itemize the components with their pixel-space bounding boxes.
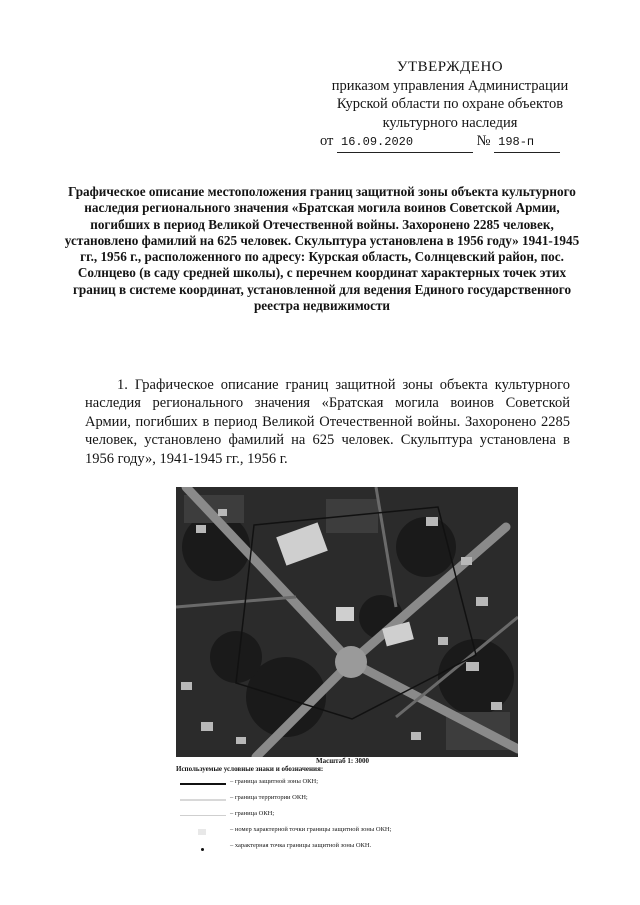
approval-line-3: культурного наследия — [382, 114, 518, 131]
legend-item — [180, 825, 440, 841]
approval-block — [300, 58, 600, 153]
map-legend — [180, 777, 440, 857]
legend-text: – характерная точка границы защитной зоны ОКН. — [230, 842, 372, 849]
order-line — [300, 132, 600, 153]
approval-line-2: Курской области по охране объектов — [336, 96, 564, 112]
legend-text: – номер характерной точки границы защитной зоны ОКН; — [230, 826, 392, 833]
legend-line-icon — [180, 815, 226, 816]
order-date: 16.09.2020 — [337, 133, 473, 153]
point-dot-icon — [201, 848, 204, 851]
document-title: Графическое описание местоположения границ защитной зоны объекта культурного наследия регионального значения «Братская могила воинов Советской Армии, погибших в период Великой Отечественной войны. Захоронено 2285 человек, установлено фамилий на 625 человек. Скульптура установлена в 1956 году» 1941-1945 гг., 1956 г., расположенного по адресу: Курская область, Солнцевский район, пос. Солнцево (в саду средней школы), с перечнем координат характерных точек этих границ в системе координат, установленной для ведения Единого государственного реестра недвижимости — [64, 184, 580, 314]
legend-title: Используемые условные знаки и обозначения: — [176, 765, 324, 773]
aerial-photo — [176, 487, 518, 757]
map-scale: Масштаб 1: 3000 — [316, 757, 369, 765]
point-number-icon — [198, 829, 206, 835]
legend-item — [180, 841, 440, 857]
legend-line-icon — [180, 799, 226, 801]
approval-line-1: приказом управления Администрации — [331, 77, 569, 94]
date-prefix: от — [320, 133, 334, 149]
legend-text: – граница территории ОКН; — [230, 794, 308, 801]
legend-item — [180, 809, 440, 825]
aerial-map — [176, 487, 518, 757]
legend-line-icon — [180, 783, 226, 785]
legend-item — [180, 793, 440, 809]
paragraph-1: 1. Графическое описание границ защитной зоны объекта культурного наследия регионального значения «Братская могила воинов Советской Армии, погибших в период Великой Отечественной войны. Захоронено 2285 человек, установлено фамилий на 625 человек. Скульптура установлена в 1956 году», 1941-1945 гг., 1956 г. — [85, 377, 570, 467]
order-number: 198-п — [494, 133, 560, 153]
legend-text: – граница ОКН; — [230, 810, 275, 817]
legend-item — [180, 777, 440, 793]
legend-text: – граница защитной зоны ОКН; — [230, 778, 319, 785]
approval-heading: УТВЕРЖДЕНО — [396, 59, 504, 75]
number-prefix: № — [476, 133, 491, 149]
